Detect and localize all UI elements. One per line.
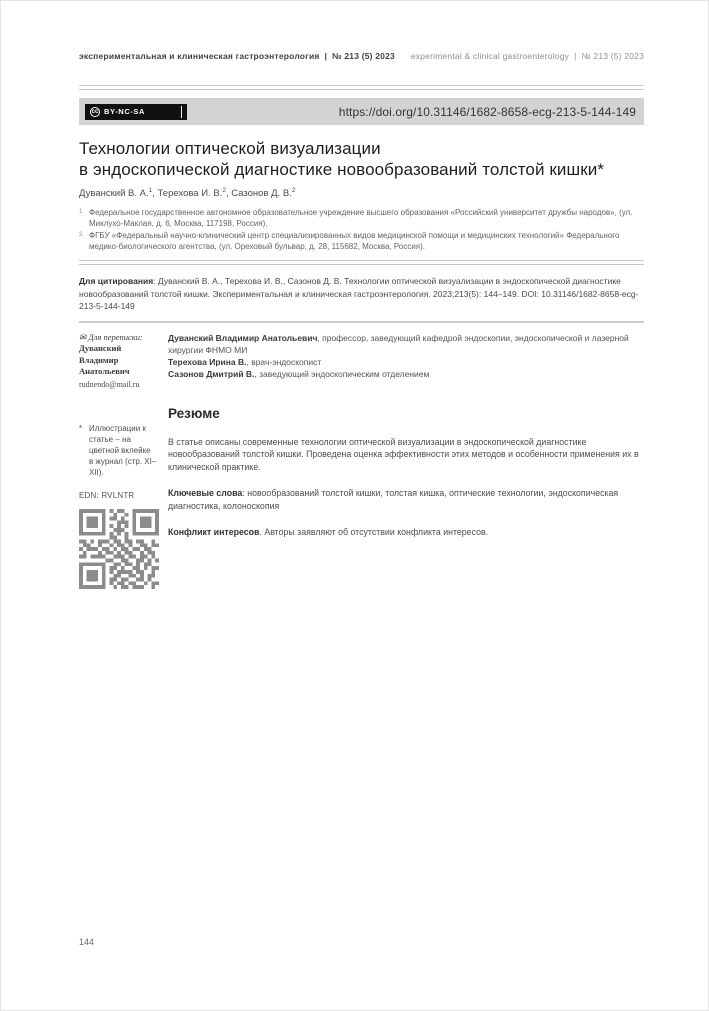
citation-divider-top: [79, 260, 644, 265]
running-head-left: [79, 51, 395, 61]
article-title-line1: Технологии оптической визуализации: [79, 139, 381, 158]
keywords-label: Ключевые слова: [168, 488, 243, 499]
citation-text: : Дуванский В. А., Терехова И. В., Сазонов Д. В. Технологии оптической визуализации в эндоскопической диагностике новообразований толстой кишки. Экспериментальная и клиническая гастроэнтерология. 2023;213(5): 144–149. DOI: 10.31146/1682-8658-ecg-213-5-144-149: [79, 276, 639, 312]
affiliation-item: 2 ФГБУ «Федеральный научно-клинический центр специализированных видов медицинской помощи и медицинских технологий» Федерального медико-биологического агентства, (ул. Ореховый бульвар, д. 28, 115682, Москва, Россия).: [79, 231, 620, 252]
correspondence-sidebar: [79, 332, 161, 391]
author-affiliation-sup: 2: [222, 187, 226, 194]
abstract-text: В статье описаны современные технологии оптической визуализации в эндоскопической диагностике новообразований толстой кишки. Проведена оценка эффективности этих методов и особенности применения их в клинической практике.: [168, 436, 639, 473]
correspondence-label: ✉ Для переписки:: [79, 331, 143, 342]
author: Дуванский В. А.$^1$: [79, 187, 153, 200]
author-separator: ,: [225, 188, 232, 200]
cc-license-badge[interactable]: [85, 104, 187, 120]
author: Терехова И. В.$^2$: [157, 187, 226, 200]
cc-license-label: BY-NC-SA: [104, 107, 146, 116]
qr-code: [79, 509, 159, 589]
running-head: [79, 51, 644, 61]
correspondence-entry: Терехова Ирина В., врач-эндоскопист: [168, 356, 322, 367]
authors-line: [79, 187, 644, 199]
issue-number-en: № 213 (5) 2023: [581, 51, 644, 61]
affiliation-marker: 1: [79, 209, 83, 216]
correspondence-entry: Сазонов Дмитрий В., заведующий эндоскопическим отделением: [168, 368, 430, 379]
author-affiliation-sup: 2: [291, 187, 296, 194]
illustrations-note-text: Иллюстрации к статье – на цветной вклейке в журнал (стр. XI–XII).: [89, 424, 157, 478]
author-affiliation-sup: 1: [148, 187, 153, 194]
journal-name-ru: экспериментальная и клиническая гастроэнтерология: [79, 51, 320, 61]
envelope-icon: ✉: [79, 331, 87, 342]
illustrations-note: [79, 423, 157, 478]
keywords-text: : новообразований толстой кишки, толстая кишка, оптические технологии, эндоскопическая диагностика, колоноскопия: [168, 488, 619, 511]
conflict-of-interest-block: [168, 526, 644, 539]
article-title-line2: в эндоскопической диагностике новообразований толстой кишки*: [79, 160, 605, 179]
author: Сазонов Д. В.$^2$: [231, 187, 296, 200]
footnote-asterisk: *: [79, 424, 83, 434]
summary-heading: Резюме: [168, 405, 220, 421]
doi-bar: [79, 98, 644, 125]
citation-divider-bottom: [79, 321, 644, 323]
corresponding-author-email[interactable]: rudnendo@mail.ru: [79, 379, 140, 389]
doi-link[interactable]: https://doi.org/10.31146/1682-8658-ecg-213-5-144-149: [338, 104, 636, 119]
left-margin-column: [79, 332, 168, 590]
running-head-right: [411, 51, 644, 61]
affiliations-list: [79, 207, 644, 252]
correspondence-entries: [168, 332, 644, 380]
edn-code: EDN: RVLNTR: [79, 491, 135, 501]
affiliation-item: 1 Федеральное государственное автономное образовательное учреждение высшего образования «Российский университет дружбы народов», (ул. Миклухо-Маклая, д. 6, Москва, 117198, Россия).: [79, 208, 633, 229]
citation-block: [79, 275, 644, 313]
citation-label: Для цитирования: [79, 276, 154, 287]
qr-code-container: [79, 509, 159, 589]
article-meta-grid: [79, 332, 644, 590]
journal-name-en: experimental & clinical gastroenterology: [410, 51, 570, 61]
affiliation-marker: 2: [79, 232, 83, 239]
keywords-block: [168, 487, 644, 513]
page-number: 144: [79, 937, 95, 947]
header-separator: |: [324, 51, 328, 61]
conflict-text: . Авторы заявляют об отсутствии конфликта интересов.: [259, 526, 489, 537]
cc-badge-divider: [181, 106, 182, 118]
author-separator: ,: [152, 188, 158, 200]
header-separator: |: [574, 51, 577, 61]
corresponding-author-name: Дуванский Владимир Анатольевич: [79, 343, 130, 377]
conflict-label: Конфликт интересов: [168, 526, 260, 537]
cc-icon: cc: [91, 108, 99, 115]
article-title: [79, 138, 644, 180]
issue-number-ru: № 213 (5) 2023: [332, 51, 395, 61]
correspondence-entry: Дуванский Владимир Анатольевич, профессор, заведующий кафедрой эндоскопии, эндоскопической и лазерной хирургии ФНМО МИ: [168, 332, 629, 355]
main-column: [168, 332, 644, 590]
header-divider: [79, 85, 644, 90]
